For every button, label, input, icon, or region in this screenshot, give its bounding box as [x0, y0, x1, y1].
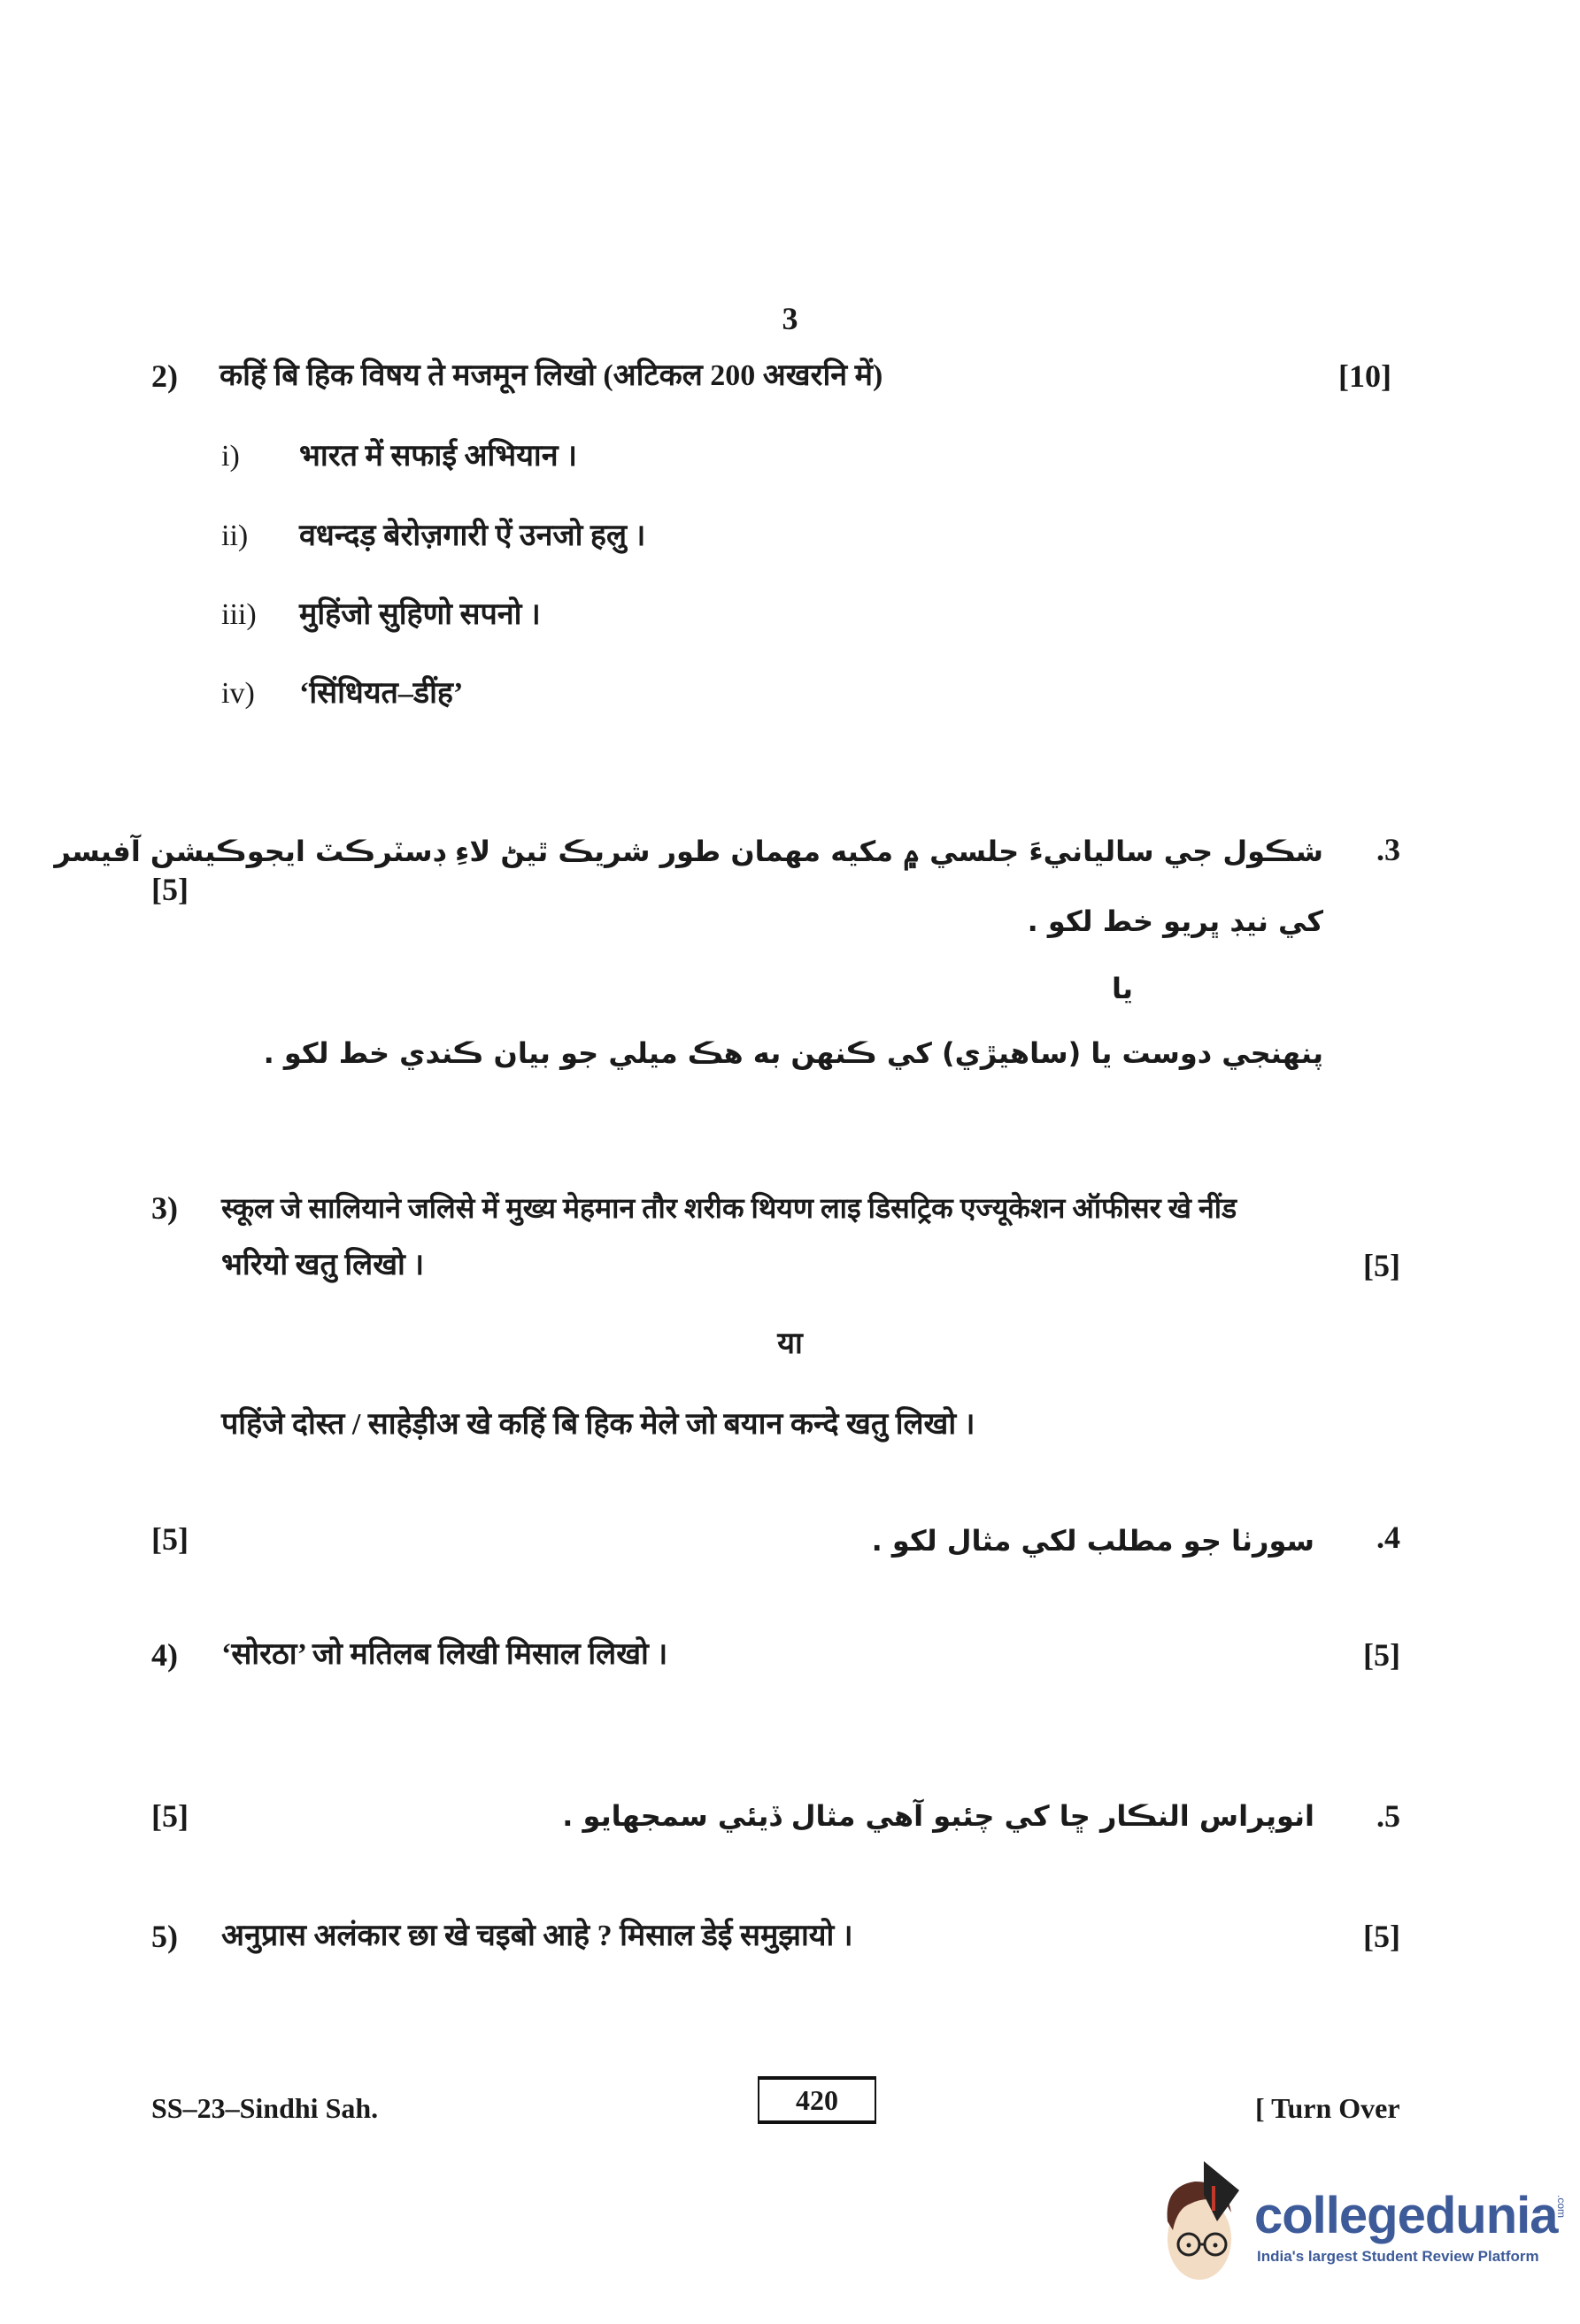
or-label: या [777, 1327, 803, 1360]
brand-suffix: .com [1555, 2195, 1568, 2219]
question-text: पहिंजे दोस्त / साहेड़ीअ खे कहिं बि हिक मेले जो बयान कन्दे खतु लिखो । [221, 1408, 975, 1441]
question-number: 4) [151, 1637, 178, 1673]
marks: [5] [151, 872, 189, 907]
turn-over-label: [ Turn Over [1255, 2092, 1400, 2124]
marks: [5] [1363, 1248, 1400, 1283]
question-text: سورٺا جو مطلب لکي مثال لکو . [871, 1524, 1314, 1558]
question-number: 5) [151, 1919, 178, 1954]
option-text: ‘सिंधियत–डींह’ [299, 677, 464, 710]
question-text: अनुप्रास अलंकार छा खे चइबो आहे ? मिसाल डेई समुझायो । [221, 1920, 853, 1952]
paper-code: SS–23–Sindhi Sah. [151, 2092, 379, 2124]
question-text: پنهنجي دوست يا (ساهيڙي) کي ڪنهن به هڪ ميلي جو بيان ڪندي خط لکو . [263, 1036, 1323, 1070]
option-text: मुहिंजो सुहिणो सपनो । [299, 598, 541, 631]
or-label: يا [1111, 972, 1133, 1005]
option-label: iv) [221, 677, 255, 710]
option-label: ii) [221, 519, 249, 552]
page-number: 3 [782, 301, 798, 336]
brand-tagline: India's largest Student Review Platform [1257, 2248, 1539, 2265]
question-number: 2) [151, 358, 178, 394]
option-label: i) [221, 440, 240, 473]
question-text: انوپراس النڪار ڇا کي چئبو آهي مثال ڏيئي سمجهايو . [562, 1799, 1314, 1833]
question-text: کي نيڊ ڀريو خط لکو . [1027, 904, 1323, 938]
question-text: स्कूल जे सालियाने जलिसे में मुख्य मेहमान तौर शरीक थियण लाइ डिसट्रिक एज्यूकेशन ऑफीसर खे नींड [221, 1192, 1237, 1224]
collegedunia-logo [1155, 2159, 1580, 2283]
marks: [10] [1338, 358, 1391, 394]
marks: [5] [151, 1798, 189, 1834]
marks: [5] [1363, 1919, 1400, 1954]
brand-name: collegedunia [1254, 2187, 1558, 2244]
question-text: شڪول جي ساليانيءَ جلسي ۾ مکيه مهمان طور شريڪ ٿيڻ لاءِ ڊسٽرڪٽ ايجوڪيشن آفيسر [54, 835, 1323, 868]
question-number: .5 [1376, 1798, 1400, 1834]
option-label: iii) [221, 598, 257, 631]
question-number: .3 [1376, 832, 1400, 867]
question-text: ‘सोरठा’ जो मतिलब लिखी मिसाल लिखो । [221, 1638, 668, 1671]
question-text: कहिं बि हिक विषय ते मजमून लिखो (अटिकल 200 अखरनि में) [220, 359, 883, 392]
question-number: 3) [151, 1190, 178, 1226]
question-text: भरियो खतु लिखो । [221, 1249, 425, 1281]
option-text: वधन्दड़ बेरोज़गारी ऐं उनजो हलु । [299, 519, 646, 552]
marks: [5] [1363, 1637, 1400, 1673]
question-number: .4 [1376, 1520, 1400, 1555]
mascot-icon [1155, 2159, 1252, 2283]
marks: [5] [151, 1521, 189, 1557]
option-text: भारत में सफाई अभियान । [299, 440, 577, 473]
page-code-box: 420 [758, 2076, 876, 2124]
